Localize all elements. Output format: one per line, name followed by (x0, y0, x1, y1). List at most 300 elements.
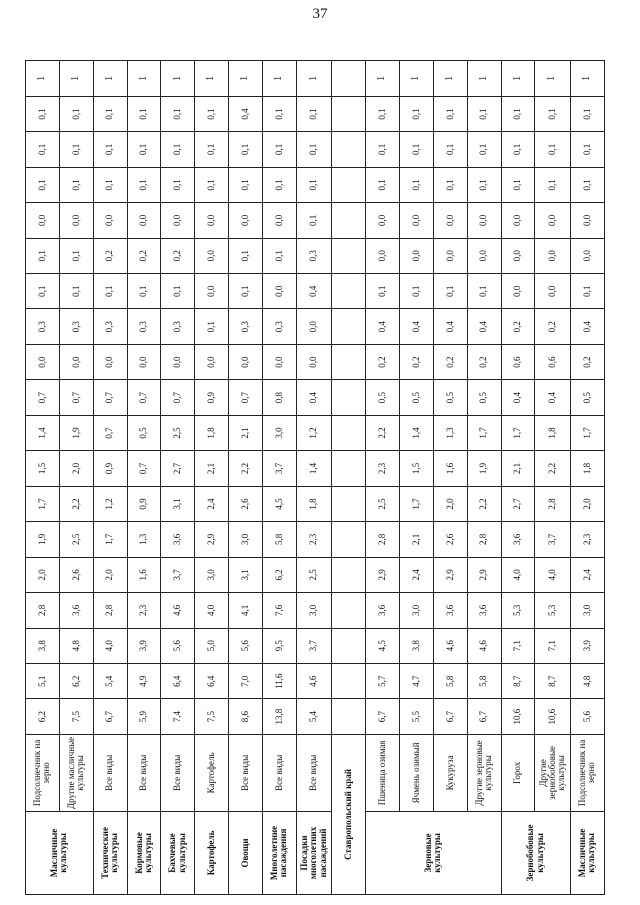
value-cell: 4,5 (263, 486, 297, 521)
value-cell: 0,7 (127, 451, 161, 486)
group-cell: Посадки многолетних насаждений (296, 811, 331, 894)
table-row (229, 61, 263, 895)
value-cell: 0,0 (570, 203, 604, 238)
value-cell: 0,0 (400, 238, 434, 273)
value-cell: 1,4 (296, 451, 331, 486)
value-cell: 0,1 (195, 167, 229, 202)
value-cell: 0,1 (229, 274, 263, 309)
value-cell: 2,6 (229, 486, 263, 521)
group-cell: Кормовые культуры (127, 811, 161, 894)
empty-cell (332, 628, 366, 663)
group-cell: Бахчевые культуры (161, 811, 195, 894)
value-cell: 4,6 (296, 663, 331, 698)
value-cell: 3,0 (400, 593, 434, 628)
value-cell: 0,4 (296, 380, 331, 415)
table-row (26, 61, 60, 895)
value-cell: 1,8 (535, 415, 570, 450)
value-cell: 0,1 (161, 96, 195, 131)
value-cell: 6,2 (26, 699, 60, 734)
value-cell: 0,2 (366, 344, 400, 379)
value-cell: 0,3 (26, 309, 60, 344)
value-cell: 0,1 (535, 96, 570, 131)
value-cell: 1,6 (433, 451, 467, 486)
value-cell: 0,0 (467, 203, 501, 238)
value-cell: 2,3 (296, 522, 331, 557)
value-cell: 0,4 (433, 309, 467, 344)
value-cell: 2,8 (93, 593, 127, 628)
value-cell: 0,7 (127, 380, 161, 415)
value-cell: 2,5 (296, 557, 331, 592)
value-cell: 0,1 (263, 167, 297, 202)
value-cell: 0,0 (195, 274, 229, 309)
value-cell: 6,7 (433, 699, 467, 734)
group-cell: Многолетние насаждения (263, 811, 297, 894)
value-cell: 5,9 (127, 699, 161, 734)
value-cell: 0,3 (161, 309, 195, 344)
value-cell: 0,1 (127, 96, 161, 131)
crop-cell: Все виды (296, 734, 331, 811)
value-cell: 0,1 (59, 132, 93, 167)
value-cell: 0,0 (366, 203, 400, 238)
value-cell: 10,6 (501, 699, 535, 734)
value-cell: 0,5 (366, 380, 400, 415)
value-cell: 0,1 (570, 274, 604, 309)
value-cell: 4,0 (535, 557, 570, 592)
value-cell: 1,9 (26, 522, 60, 557)
value-cell: 0,4 (535, 380, 570, 415)
value-cell: 0,0 (535, 238, 570, 273)
value-cell: 1 (501, 61, 535, 97)
value-cell: 0,0 (263, 344, 297, 379)
value-cell: 0,1 (570, 132, 604, 167)
value-cell: 0,4 (501, 380, 535, 415)
value-cell: 0,0 (195, 344, 229, 379)
value-cell: 0,1 (296, 167, 331, 202)
value-cell: 7,4 (161, 699, 195, 734)
empty-cell (332, 380, 366, 415)
value-cell: 1,2 (296, 415, 331, 450)
value-cell: 0,1 (59, 167, 93, 202)
value-cell: 5,6 (570, 699, 604, 734)
value-cell: 0,0 (195, 203, 229, 238)
value-cell: 3,0 (229, 522, 263, 557)
empty-cell (332, 593, 366, 628)
value-cell: 4,8 (59, 628, 93, 663)
value-cell: 0,0 (570, 238, 604, 273)
value-cell: 0,5 (127, 415, 161, 450)
value-cell: 2,0 (59, 451, 93, 486)
value-cell: 0,7 (59, 380, 93, 415)
value-cell: 0,7 (26, 380, 60, 415)
value-cell: 0,0 (161, 203, 195, 238)
value-cell: 0,1 (263, 96, 297, 131)
value-cell: 3,9 (127, 628, 161, 663)
value-cell: 5,5 (400, 699, 434, 734)
crop-cell: Все виды (161, 734, 195, 811)
value-cell: 5,6 (229, 628, 263, 663)
value-cell: 5,8 (467, 663, 501, 698)
value-cell: 2,2 (535, 451, 570, 486)
value-cell: 2,8 (26, 593, 60, 628)
value-cell: 2,6 (433, 522, 467, 557)
group-cell: Картофель (195, 811, 229, 894)
value-cell: 3,7 (263, 451, 297, 486)
value-cell: 2,0 (570, 486, 604, 521)
value-cell: 0,1 (195, 309, 229, 344)
table-row (501, 61, 535, 895)
value-cell: 2,2 (229, 451, 263, 486)
value-cell: 2,1 (400, 522, 434, 557)
value-cell: 0,0 (127, 344, 161, 379)
value-cell: 5,0 (195, 628, 229, 663)
empty-cell (332, 167, 366, 202)
value-cell: 3,6 (501, 522, 535, 557)
value-cell: 7,1 (501, 628, 535, 663)
value-cell: 0,1 (263, 132, 297, 167)
value-cell: 0,0 (501, 238, 535, 273)
value-cell: 4,0 (195, 593, 229, 628)
value-cell: 1,7 (570, 415, 604, 450)
value-cell: 4,5 (366, 628, 400, 663)
table-row (296, 61, 331, 895)
crop-cell: Все виды (263, 734, 297, 811)
value-cell: 0,2 (501, 309, 535, 344)
value-cell: 0,5 (433, 380, 467, 415)
value-cell: 0,1 (467, 167, 501, 202)
group-cell: Масличные культуры (26, 811, 94, 894)
value-cell: 2,1 (195, 451, 229, 486)
value-cell: 1 (400, 61, 434, 97)
value-cell: 5,3 (535, 593, 570, 628)
value-cell: 0,1 (501, 132, 535, 167)
rotated-table-sheet (25, 60, 605, 895)
value-cell: 0,5 (400, 380, 434, 415)
value-cell: 4,6 (467, 628, 501, 663)
value-cell: 6,7 (467, 699, 501, 734)
value-cell: 2,8 (467, 522, 501, 557)
value-cell: 7,1 (535, 628, 570, 663)
value-cell: 0,1 (93, 96, 127, 131)
value-cell: 4,8 (570, 663, 604, 698)
crop-cell: Картофель (195, 734, 229, 811)
value-cell: 1,8 (570, 451, 604, 486)
value-cell: 0,1 (59, 238, 93, 273)
value-cell: 4,0 (501, 557, 535, 592)
empty-cell (332, 699, 366, 734)
value-cell: 0,1 (501, 96, 535, 131)
crop-cell: Кукуруза (433, 734, 467, 811)
value-cell: 1,2 (93, 486, 127, 521)
table-row (127, 61, 161, 895)
value-cell: 5,8 (433, 663, 467, 698)
value-cell: 0,1 (400, 167, 434, 202)
region-row (332, 61, 366, 895)
value-cell: 0,0 (400, 203, 434, 238)
value-cell: 1 (59, 61, 93, 97)
value-cell: 1,9 (467, 451, 501, 486)
value-cell: 1 (570, 61, 604, 97)
value-cell: 5,3 (501, 593, 535, 628)
value-cell: 0,0 (296, 309, 331, 344)
empty-cell (332, 486, 366, 521)
value-cell: 1,5 (400, 451, 434, 486)
value-cell: 6,7 (93, 699, 127, 734)
table-row (263, 61, 297, 895)
value-cell: 2,2 (366, 415, 400, 450)
value-cell: 0,4 (296, 274, 331, 309)
value-cell: 0,1 (535, 167, 570, 202)
value-cell: 5,6 (161, 628, 195, 663)
value-cell: 0,1 (400, 132, 434, 167)
value-cell: 0,1 (229, 167, 263, 202)
table-row (535, 61, 570, 895)
value-cell: 4,6 (161, 593, 195, 628)
value-cell: 4,9 (127, 663, 161, 698)
value-cell: 0,0 (26, 344, 60, 379)
value-cell: 0,6 (535, 344, 570, 379)
value-cell: 0,0 (59, 203, 93, 238)
value-cell: 0,0 (296, 344, 331, 379)
value-cell: 1 (127, 61, 161, 97)
value-cell: 0,0 (366, 238, 400, 273)
value-cell: 1,3 (433, 415, 467, 450)
empty-cell (332, 309, 366, 344)
region-title: Ставропольский край (332, 734, 366, 894)
crop-cell: Ячмень озимый (400, 734, 434, 811)
value-cell: 2,9 (433, 557, 467, 592)
value-cell: 0,1 (93, 274, 127, 309)
group-cell: Зерновые культуры (366, 811, 501, 894)
value-cell: 2,7 (501, 486, 535, 521)
value-cell: 0,1 (127, 167, 161, 202)
value-cell: 0,2 (467, 344, 501, 379)
group-cell: Зернобобовые культуры (501, 811, 570, 894)
value-cell: 0,1 (366, 167, 400, 202)
value-cell: 0,1 (26, 238, 60, 273)
value-cell: 0,3 (229, 309, 263, 344)
value-cell: 2,3 (366, 451, 400, 486)
value-cell: 0,3 (127, 309, 161, 344)
value-cell: 6,7 (366, 699, 400, 734)
value-cell: 2,6 (59, 557, 93, 592)
value-cell: 0,1 (433, 274, 467, 309)
value-cell: 2,5 (161, 415, 195, 450)
value-cell: 1,7 (501, 415, 535, 450)
value-cell: 2,1 (229, 415, 263, 450)
value-cell: 3,7 (161, 557, 195, 592)
value-cell: 3,1 (161, 486, 195, 521)
value-cell: 9,5 (263, 628, 297, 663)
value-cell: 0,1 (467, 274, 501, 309)
value-cell: 0,7 (161, 380, 195, 415)
crop-cell: Другие зерновые культуры (467, 734, 501, 811)
value-cell: 0,0 (93, 203, 127, 238)
value-cell: 0,1 (59, 96, 93, 131)
group-cell: Масличные культуры (570, 811, 604, 894)
crop-cell: Подсолнечник на зерно (26, 734, 60, 811)
value-cell: 0,2 (535, 309, 570, 344)
table-row (161, 61, 195, 895)
value-cell: 0,1 (400, 96, 434, 131)
value-cell: 3,0 (195, 557, 229, 592)
value-cell: 7,0 (229, 663, 263, 698)
value-cell: 2,1 (501, 451, 535, 486)
value-cell: 0,4 (570, 309, 604, 344)
empty-cell (332, 522, 366, 557)
value-cell: 0,1 (26, 96, 60, 131)
value-cell: 3,7 (535, 522, 570, 557)
value-cell: 6,4 (195, 663, 229, 698)
value-cell: 10,6 (535, 699, 570, 734)
coefficients-table (25, 60, 605, 895)
value-cell: 0,8 (263, 380, 297, 415)
value-cell: 0,0 (59, 344, 93, 379)
value-cell: 0,1 (296, 132, 331, 167)
value-cell: 1 (366, 61, 400, 97)
table-row (570, 61, 604, 895)
value-cell: 3,6 (366, 593, 400, 628)
value-cell: 1 (229, 61, 263, 97)
value-cell: 0,1 (229, 132, 263, 167)
value-cell: 1 (296, 61, 331, 97)
value-cell: 0,0 (195, 238, 229, 273)
table-row (195, 61, 229, 895)
value-cell: 6,2 (59, 663, 93, 698)
value-cell: 0,1 (366, 274, 400, 309)
value-cell: 5,7 (366, 663, 400, 698)
value-cell: 0,4 (467, 309, 501, 344)
value-cell: 7,5 (195, 699, 229, 734)
value-cell: 0,0 (433, 203, 467, 238)
value-cell: 0,2 (161, 238, 195, 273)
value-cell: 2,8 (366, 522, 400, 557)
value-cell: 3,0 (296, 593, 331, 628)
value-cell: 0,7 (229, 380, 263, 415)
value-cell: 0,1 (26, 167, 60, 202)
value-cell: 0,1 (366, 96, 400, 131)
value-cell: 2,4 (570, 557, 604, 592)
crop-cell: Все виды (93, 734, 127, 811)
value-cell: 0,9 (93, 451, 127, 486)
value-cell: 3,0 (263, 415, 297, 450)
value-cell: 4,0 (93, 628, 127, 663)
value-cell: 2,0 (26, 557, 60, 592)
value-cell: 11,6 (263, 663, 297, 698)
value-cell: 0,2 (570, 344, 604, 379)
value-cell: 1 (535, 61, 570, 97)
value-cell: 1,9 (59, 415, 93, 450)
crop-cell: Другие зернобобовые культуры (535, 734, 570, 811)
value-cell: 0,1 (195, 96, 229, 131)
value-cell: 0,1 (59, 274, 93, 309)
crop-cell: Все виды (127, 734, 161, 811)
value-cell: 0,1 (433, 167, 467, 202)
value-cell: 0,4 (400, 309, 434, 344)
rotated-table-container (25, 60, 605, 895)
value-cell: 2,5 (59, 522, 93, 557)
value-cell: 3,1 (229, 557, 263, 592)
value-cell: 0,1 (26, 132, 60, 167)
crop-cell: Горох (501, 734, 535, 811)
value-cell: 0,1 (195, 132, 229, 167)
crop-cell: Пшеница озимая (366, 734, 400, 811)
value-cell: 1,8 (296, 486, 331, 521)
value-cell: 0,0 (263, 203, 297, 238)
value-cell: 2,9 (467, 557, 501, 592)
value-cell: 1,4 (26, 415, 60, 450)
value-cell: 4,6 (433, 628, 467, 663)
value-cell: 0,1 (93, 132, 127, 167)
value-cell: 1,4 (400, 415, 434, 450)
table-row (59, 61, 93, 895)
value-cell: 5,4 (296, 699, 331, 734)
value-cell: 1,5 (26, 451, 60, 486)
value-cell: 0,1 (161, 132, 195, 167)
value-cell: 2,2 (467, 486, 501, 521)
value-cell: 13,8 (263, 699, 297, 734)
value-cell: 0,1 (93, 167, 127, 202)
value-cell: 2,2 (59, 486, 93, 521)
table-row (467, 61, 501, 895)
value-cell: 0,1 (433, 132, 467, 167)
value-cell: 0,6 (501, 344, 535, 379)
value-cell: 3,6 (59, 593, 93, 628)
value-cell: 1,7 (93, 522, 127, 557)
value-cell: 0,1 (501, 167, 535, 202)
value-cell: 0,2 (433, 344, 467, 379)
value-cell: 0,0 (467, 238, 501, 273)
value-cell: 0,1 (467, 96, 501, 131)
value-cell: 0,5 (570, 380, 604, 415)
value-cell: 1 (433, 61, 467, 97)
value-cell: 8,7 (501, 663, 535, 698)
value-cell: 1,7 (26, 486, 60, 521)
table-body (26, 61, 605, 895)
value-cell: 3,8 (26, 628, 60, 663)
empty-cell (332, 557, 366, 592)
value-cell: 2,4 (400, 557, 434, 592)
value-cell: 1,8 (195, 415, 229, 450)
crop-cell: Подсолнечник на зерно (570, 734, 604, 811)
table-row (93, 61, 127, 895)
value-cell: 1,7 (467, 415, 501, 450)
value-cell: 0,1 (229, 238, 263, 273)
table-row (366, 61, 400, 895)
value-cell: 1 (195, 61, 229, 97)
value-cell: 0,1 (127, 132, 161, 167)
value-cell: 1,6 (127, 557, 161, 592)
value-cell: 1 (263, 61, 297, 97)
value-cell: 1,3 (127, 522, 161, 557)
value-cell: 1 (93, 61, 127, 97)
crop-cell: Все виды (229, 734, 263, 811)
value-cell: 2,9 (366, 557, 400, 592)
value-cell: 1 (26, 61, 60, 97)
value-cell: 2,0 (433, 486, 467, 521)
value-cell: 3,0 (570, 593, 604, 628)
value-cell: 0,0 (501, 203, 535, 238)
value-cell: 0,0 (127, 203, 161, 238)
crop-cell: Другие масличные культуры (59, 734, 93, 811)
group-cell: Овощи (229, 811, 263, 894)
empty-cell (332, 663, 366, 698)
value-cell: 7,6 (263, 593, 297, 628)
value-cell: 0,0 (229, 203, 263, 238)
value-cell: 0,1 (366, 132, 400, 167)
value-cell: 0,2 (400, 344, 434, 379)
value-cell: 8,6 (229, 699, 263, 734)
empty-cell (332, 415, 366, 450)
